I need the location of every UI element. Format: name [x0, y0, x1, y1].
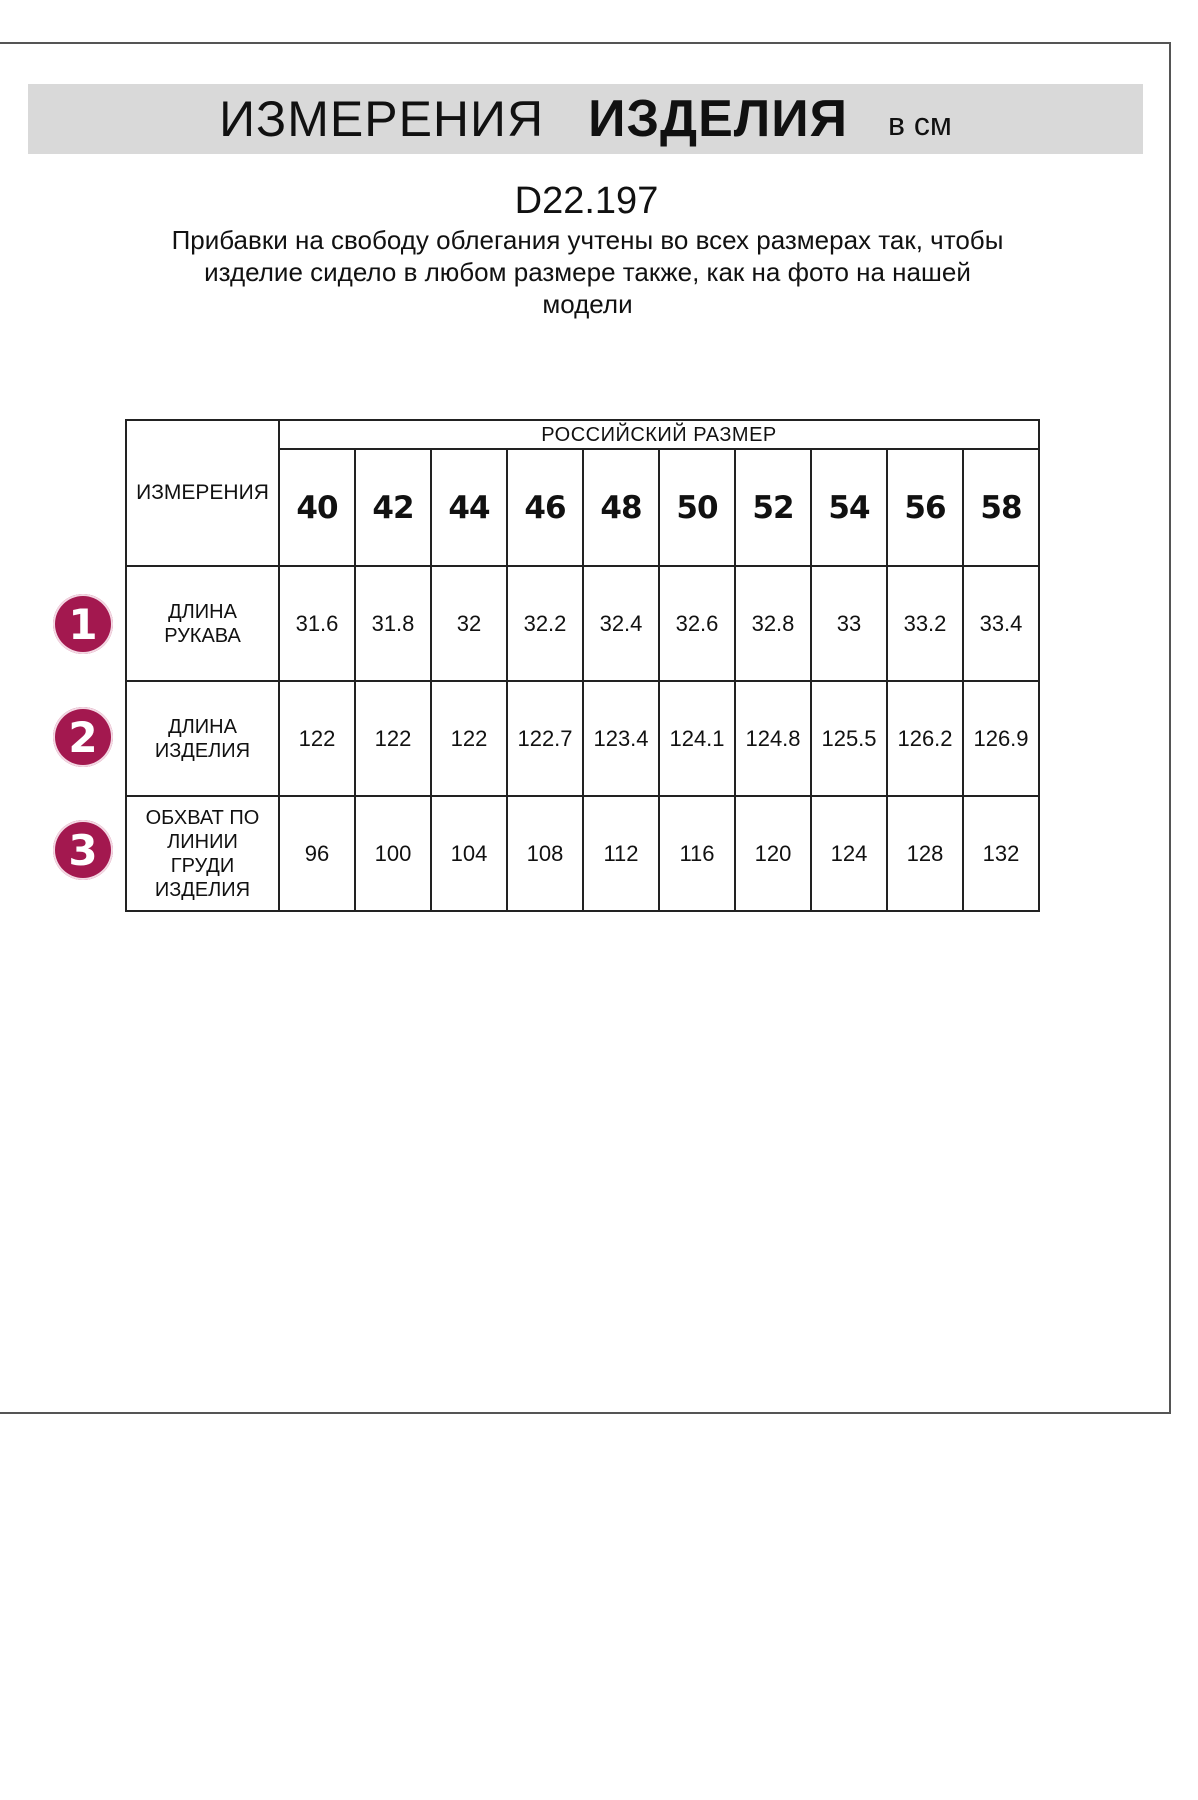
row-label-chest-girth — [126, 796, 279, 911]
size-header: 56 — [887, 449, 963, 566]
table-cell: 100 — [355, 796, 431, 911]
table-cell: 124 — [811, 796, 887, 911]
table-cell: 124.1 — [659, 681, 735, 796]
table-cell: 123.4 — [583, 681, 659, 796]
table-cell: 120 — [735, 796, 811, 911]
table-cell: 104 — [431, 796, 507, 911]
size-table — [125, 419, 1040, 912]
fit-note — [130, 224, 1045, 320]
fit-note-line: Прибавки на свободу облегания учтены во всех размерах так, чтобы — [171, 225, 1004, 255]
size-header: 50 — [659, 449, 735, 566]
table-cell: 32.8 — [735, 566, 811, 681]
corner-label: ИЗМЕРЕНИЯ — [126, 420, 279, 566]
table-cell: 122 — [355, 681, 431, 796]
size-header: 58 — [963, 449, 1039, 566]
table-cell: 112 — [583, 796, 659, 911]
title-regular: ИЗМЕРЕНИЯ — [219, 91, 545, 147]
row-label-line: ГРУДИ — [170, 854, 235, 877]
marker-badge-2: 2 — [53, 707, 113, 767]
table-cell: 122.7 — [507, 681, 583, 796]
table-cell: 31.6 — [279, 566, 355, 681]
table-cell: 33 — [811, 566, 887, 681]
title-unit: в см — [888, 105, 952, 142]
row-label-sleeve-length — [126, 566, 279, 681]
marker-badge-1: 1 — [53, 594, 113, 654]
size-header: 42 — [355, 449, 431, 566]
table-cell: 126.9 — [963, 681, 1039, 796]
table-row — [126, 681, 1039, 796]
table-cell: 33.2 — [887, 566, 963, 681]
table-row — [126, 796, 1039, 911]
size-header: 44 — [431, 449, 507, 566]
table-header-row — [126, 420, 1039, 449]
marker-badge-3: 3 — [53, 820, 113, 880]
table-cell: 122 — [431, 681, 507, 796]
table-row — [126, 566, 1039, 681]
table-cell: 32.4 — [583, 566, 659, 681]
row-label-line: ИЗДЕЛИЯ — [154, 739, 251, 762]
size-header: 52 — [735, 449, 811, 566]
fit-note-line: модели — [542, 289, 633, 319]
table-cell: 126.2 — [887, 681, 963, 796]
row-label-line: ЛИНИИ — [167, 830, 238, 853]
table-cell: 125.5 — [811, 681, 887, 796]
size-header: 46 — [507, 449, 583, 566]
table-cell: 32 — [431, 566, 507, 681]
table-cell: 128 — [887, 796, 963, 911]
size-header: 40 — [279, 449, 355, 566]
title-banner — [28, 84, 1143, 154]
row-label-line: ОБХВАТ ПО — [145, 806, 260, 829]
table-cell: 31.8 — [355, 566, 431, 681]
table-cell: 132 — [963, 796, 1039, 911]
row-label-line: ДЛИНА — [168, 600, 237, 623]
row-label-line: ИЗДЕЛИЯ — [154, 878, 251, 901]
table-cell: 116 — [659, 796, 735, 911]
row-label-garment-length — [126, 681, 279, 796]
size-header: 54 — [811, 449, 887, 566]
table-cell: 96 — [279, 796, 355, 911]
product-code: D22.197 — [514, 180, 659, 222]
table-cell: 122 — [279, 681, 355, 796]
table-cell: 32.6 — [659, 566, 735, 681]
table-cell: 124.8 — [735, 681, 811, 796]
size-header: 48 — [583, 449, 659, 566]
table-cell: 108 — [507, 796, 583, 911]
row-label-line: РУКАВА — [164, 624, 241, 647]
table-cell: 32.2 — [507, 566, 583, 681]
size-group-header: РОССИЙСКИЙ РАЗМЕР — [279, 420, 1039, 449]
title-bold: ИЗДЕЛИЯ — [588, 90, 849, 148]
table-cell: 33.4 — [963, 566, 1039, 681]
row-label-line: ДЛИНА — [168, 715, 237, 738]
fit-note-line: изделие сидело в любом размере также, как на фото на нашей — [204, 257, 971, 287]
